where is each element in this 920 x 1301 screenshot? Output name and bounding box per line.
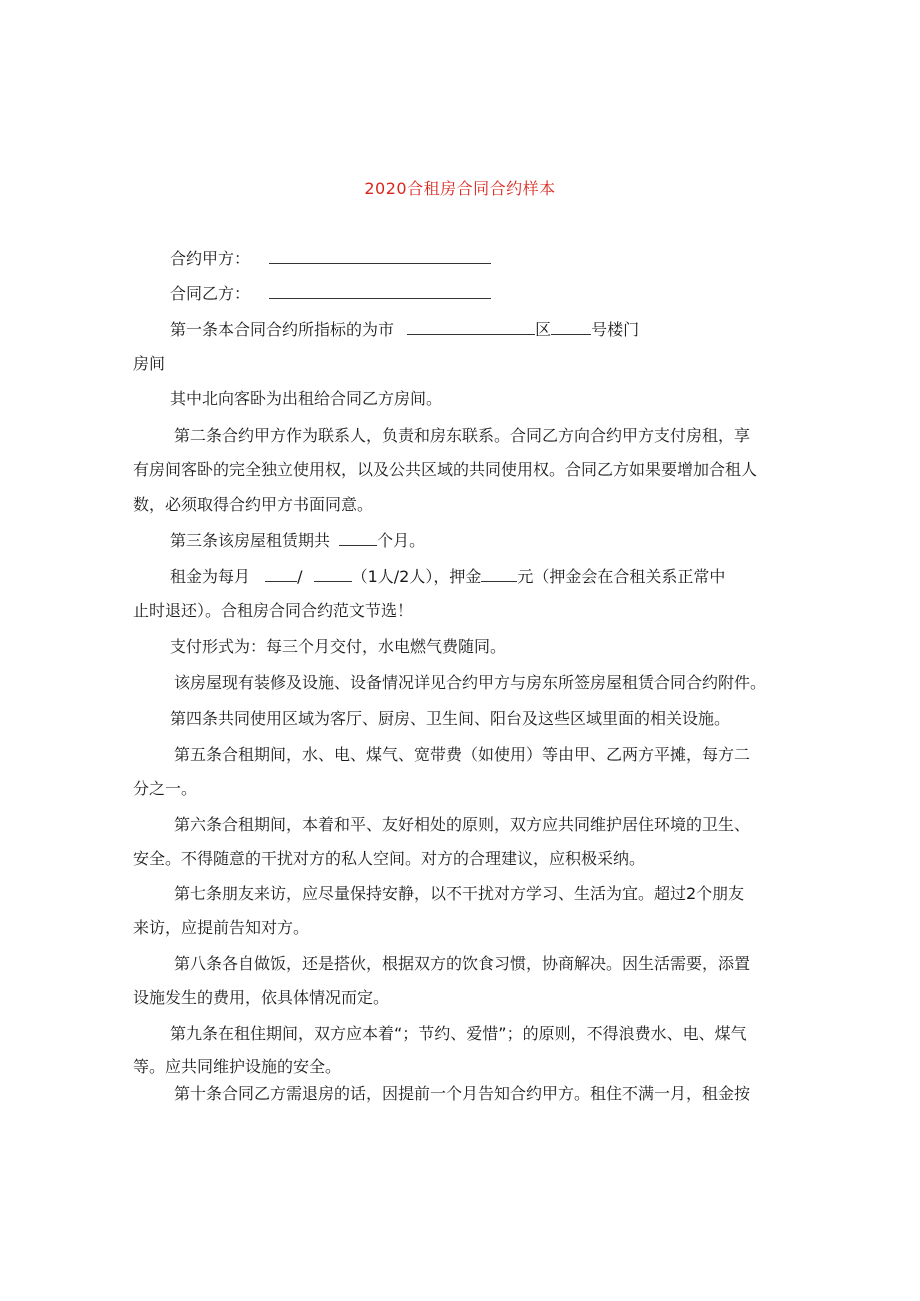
article-5-line-2: 分之一。	[133, 779, 198, 798]
rent-blank-1	[265, 567, 297, 582]
rent-line	[170, 566, 725, 588]
party-a-label: 合约甲方：	[170, 249, 251, 268]
article-6-line-1: 第六条合租期间，本着和平、友好相处的原则，双方应共同维护居住环境的卫生、	[174, 815, 751, 834]
document-title: 2020合租房合同合约样本	[364, 179, 556, 198]
city-blank	[407, 320, 535, 335]
facilities-line: 该房屋现有装修及设施、设备情况详见合约甲方与房东所签房屋租赁合同合约附件。	[174, 673, 767, 692]
party-b-line	[170, 283, 491, 305]
article-10-line: 第十条合同乙方需退房的话，因提前一个月告知合约甲方。租住不满一月，租金按	[174, 1084, 751, 1103]
article-8-line-2: 设施发生的费用，依具体情况而定。	[133, 988, 390, 1007]
rent-text: 租金为每月	[170, 567, 251, 586]
article-3-line	[170, 530, 425, 552]
party-b-blank	[269, 284, 491, 299]
article-2-line-3: 数，必须取得合约甲方书面同意。	[133, 495, 374, 514]
article-1-room: 其中北向客卧为出租给合同乙方房间。	[170, 389, 443, 408]
article-3-text: 第三条该房屋租赁期共	[170, 531, 331, 550]
building-blank	[551, 320, 591, 335]
article-1-cont: 房间	[133, 354, 166, 373]
article-9-line-1: 第九条在租住期间，双方应本着“；节约、爱惜”；的原则，不得浪费水、电、煤气	[170, 1024, 747, 1043]
article-8-line-1: 第八条各自做饭，还是搭伙，根据双方的饮食习惯，协商解决。因生活需要，添置	[174, 954, 751, 973]
rent-slash: /	[297, 567, 303, 586]
article-7-line-1: 第七条朋友来访，应尽量保持安静，以不干扰对方学习、生活为宜。超过2个朋友	[174, 884, 745, 903]
party-a-line	[170, 248, 491, 270]
building-label: 号楼门	[591, 320, 640, 339]
payment-line: 支付形式为：每三个月交付，水电燃气费随同。	[170, 637, 507, 656]
rent-cont: 止时退还）。合租房合同合约范文节选！	[133, 601, 414, 620]
article-1-line	[170, 319, 639, 341]
article-7-line-2: 来访，应提前告知对方。	[133, 918, 310, 937]
article-4-line: 第四条共同使用区域为客厅、厨房、卫生间、阳台及这些区域里面的相关设施。	[170, 709, 731, 728]
article-2-line-1: 第二条合约甲方作为联系人，负责和房东联系。合同乙方向合约甲方支付房租，享	[174, 426, 751, 445]
term-blank	[339, 531, 377, 546]
term-unit: 个月。	[377, 531, 426, 550]
party-a-blank	[269, 249, 491, 264]
article-9-line-2: 等。应共同维护设施的安全。	[133, 1057, 342, 1076]
article-1-text: 第一条本合同合约所指标的为市	[170, 320, 395, 339]
article-6-line-2: 安全。不得随意的干扰对方的私人空间。对方的合理建议，应积极采纳。	[133, 849, 646, 868]
party-b-label: 合同乙方：	[170, 284, 251, 303]
deposit-blank	[481, 567, 517, 582]
article-5-line-1: 第五条合租期间，水、电、煤气、宽带费（如使用）等由甲、乙两方平摊，每方二	[174, 745, 751, 764]
rent-deposit-text: （1人/2人），押金	[351, 567, 482, 586]
deposit-unit: 元（押金会在合租关系正常中	[517, 567, 726, 586]
district-label: 区	[535, 320, 552, 339]
article-2-line-2: 有房间客卧的完全独立使用权，以及公共区域的共同使用权。合同乙方如果要增加合租人	[133, 460, 758, 479]
rent-blank-2	[314, 567, 352, 582]
